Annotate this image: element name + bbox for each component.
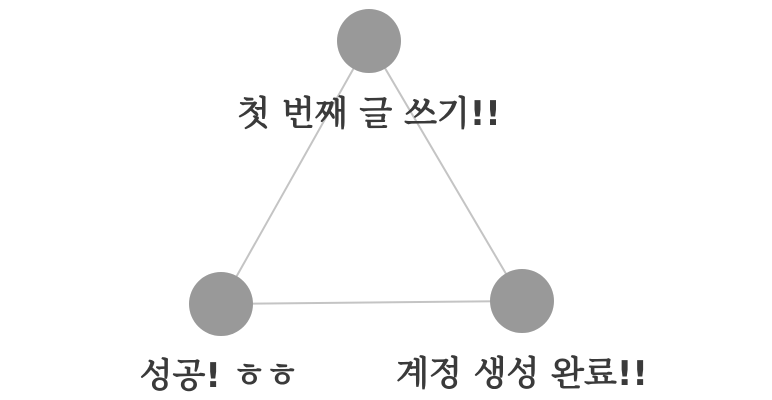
node-left-label: 성공! ㅎㅎ (139, 356, 299, 396)
node-top[interactable] (337, 9, 401, 73)
node-right-label: 계정 생성 완료!! (396, 354, 648, 394)
node-right[interactable] (490, 269, 554, 333)
edge-left-right (221, 301, 522, 304)
edge-top-right (369, 41, 522, 301)
edge-top-left (221, 41, 369, 304)
node-left[interactable] (189, 272, 253, 336)
node-top-label: 첫 번째 글 쓰기!! (237, 94, 501, 134)
